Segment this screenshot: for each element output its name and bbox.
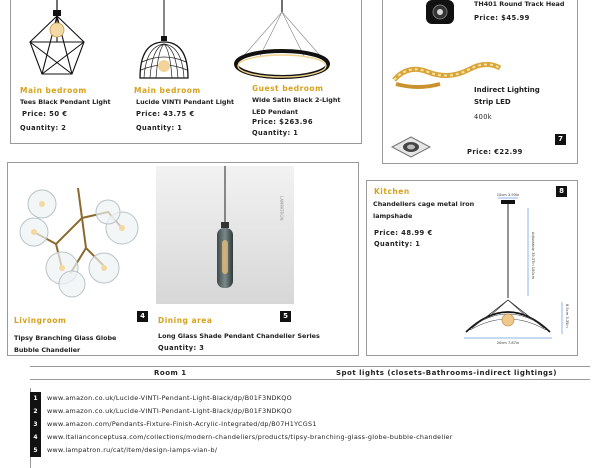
dim-cord: Adjustable 39.37in 100cm: [531, 232, 535, 280]
link-number-badge: 3: [30, 418, 41, 431]
track-head-price: Price: $45.99: [474, 14, 530, 22]
led-strip-sub: 400k: [474, 113, 493, 121]
link-row: [30, 418, 590, 431]
badge-7: 7: [555, 134, 566, 145]
p7-name-line2: lampshade: [373, 212, 413, 220]
p3-price: Price: $263.96: [252, 118, 313, 126]
link-url[interactable]: www.italianconceptusa.com/collections/modern-chandeliers/products/tipsy-branching-glass-globe-bubble-chandelier: [47, 433, 453, 441]
link-row: [30, 444, 590, 457]
spot-downlight-image: [390, 136, 432, 158]
badge-5: 5: [280, 311, 291, 322]
p7-name-line1: Chandeliers cage metal iron: [373, 200, 475, 208]
ring-pendant-image: [232, 0, 332, 82]
badge-4: 4: [137, 311, 148, 322]
p3-name-line2: LED Pendant: [252, 108, 299, 116]
p5-name-line1: Tipsy Branching Glass Globe: [14, 334, 117, 342]
p3-name-line1: Wide Satin Black 2-Light: [252, 96, 341, 104]
p1-qty: Quantity: 2: [20, 124, 67, 132]
link-row: [30, 405, 590, 418]
glass-pendant-image: [156, 166, 294, 304]
p5-name-line2: Bubble Chandelier: [14, 346, 81, 354]
p6-room: Dining area: [158, 316, 213, 325]
p2-price: Price: 43.75 €: [136, 110, 195, 118]
p1-room: Main bedroom: [20, 86, 87, 95]
dim-height: 8.5cm 3.35in: [565, 304, 569, 328]
p7-price: Price: 48.99 €: [374, 229, 433, 237]
badge-8: 8: [556, 186, 567, 197]
link-url[interactable]: www.amazon.co.uk/Lucide-VINTI-Pendant-Light-Black/dp/B01F3NDKQO: [47, 407, 292, 415]
tees-pendant-image: [22, 0, 92, 80]
link-row: [30, 392, 590, 405]
track-head-image: [422, 0, 458, 30]
p1-name: Tees Black Pendant Light: [20, 98, 111, 106]
p7-room: Kitchen: [374, 187, 410, 196]
p2-room: Main bedroom: [134, 86, 201, 95]
link-url[interactable]: www.lampatron.ru/cat/item/design-lamps-vian-b/: [47, 446, 218, 454]
link-url[interactable]: www.amazon.co.uk/Lucide-VINTI-Pendant-Light-Black/dp/B01F3NDKQO: [47, 394, 292, 402]
p6-qty: Quantity: 3: [158, 344, 205, 352]
link-url[interactable]: www.amazon.com/Pendants-Fixture-Finish-Acrylic-Integrated/dp/B07H1YCGS1: [47, 420, 317, 428]
spot-price: Price: €22.99: [467, 148, 523, 156]
header-spot-lights: Spot lights (closets-Bathrooms-indirect lightings): [336, 369, 557, 377]
p5-room: Livingroom: [14, 316, 67, 325]
link-number-badge: 2: [30, 405, 41, 418]
branching-chandelier-image: [12, 168, 152, 308]
header-room: Room 1: [154, 369, 187, 377]
cage-lampshade-image: [458, 192, 576, 348]
p3-room: Guest bedroom: [252, 84, 324, 93]
glass-pendant-watermark: LAMPATRON: [279, 196, 284, 221]
p6-name: Long Glass Shade Pendant Chandelier Series: [158, 332, 320, 340]
p2-qty: Quantity: 1: [136, 124, 183, 132]
led-strip-name-line2: Strip LED: [474, 98, 511, 106]
p1-price: Price: 50 €: [22, 110, 68, 118]
p3-qty: Quantity: 1: [252, 129, 299, 137]
dim-top: 10cm 3.93in: [496, 193, 520, 197]
dim-width: 20cm 7.87in: [496, 341, 520, 345]
track-head-name: TH401 Round Track Head: [474, 0, 565, 8]
link-number-badge: 4: [30, 431, 41, 444]
led-strip-name-line1: Indirect Lighting: [474, 86, 540, 94]
link-row: [30, 431, 590, 444]
link-number-badge: 1: [30, 392, 41, 405]
p2-name: Lucide VINTI Pendant Light: [136, 98, 235, 106]
vinti-pendant-image: [134, 0, 194, 80]
p7-qty: Quantity: 1: [374, 240, 421, 248]
link-number-badge: 5: [30, 444, 41, 457]
